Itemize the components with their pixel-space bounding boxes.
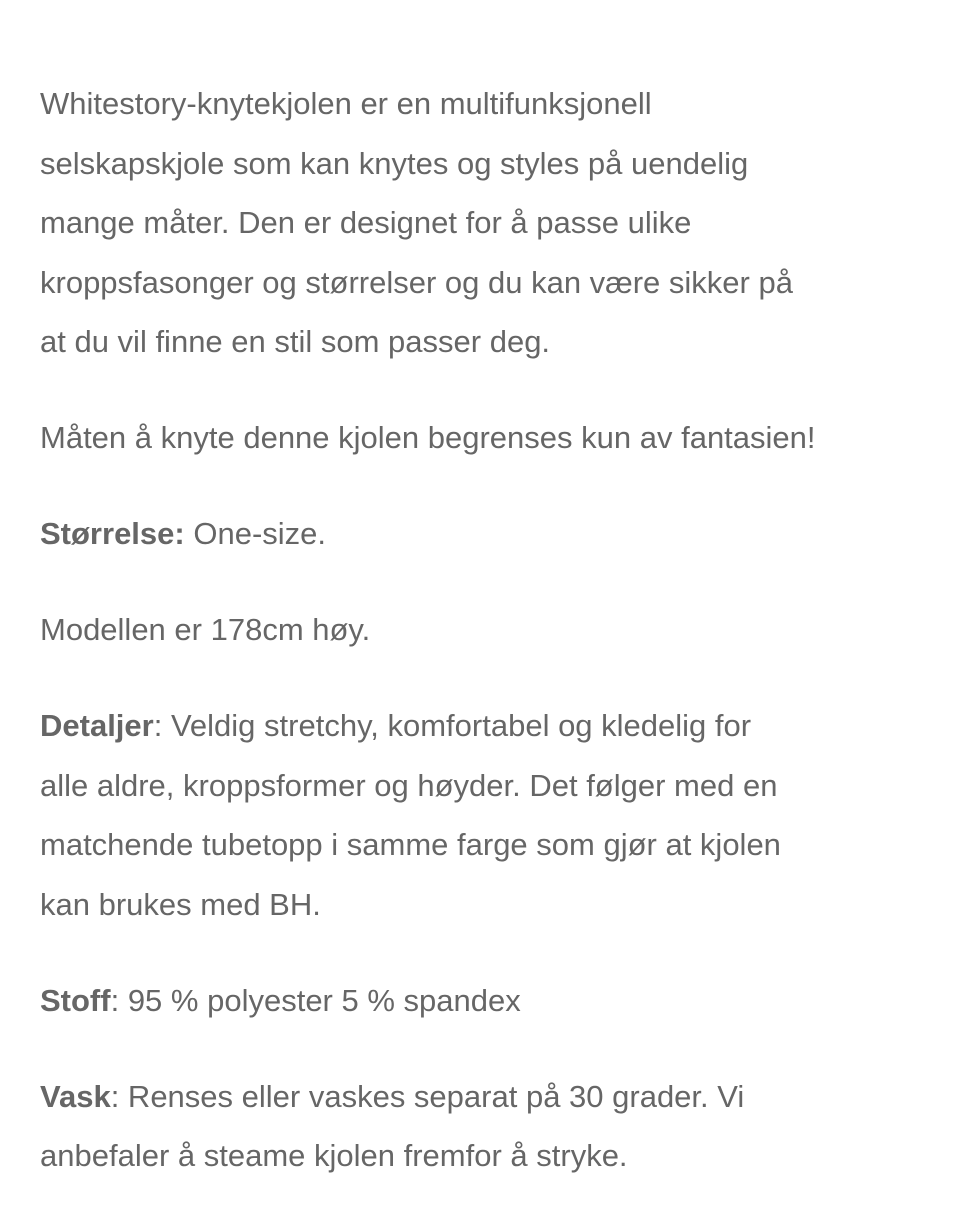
details-line — [40, 696, 920, 756]
wash-paragraph — [40, 1067, 920, 1186]
wash-line — [40, 1067, 920, 1127]
fabric-paragraph — [40, 971, 920, 1031]
text-line: kan brukes med BH. — [40, 886, 321, 922]
text-line: mange måter. Den er designet for å passe ulike — [40, 205, 692, 240]
fabric-label: Stoff — [40, 982, 111, 1018]
text-line: alle aldre, kroppsformer og høyder. Det følger med en — [40, 767, 778, 803]
fabric-line — [40, 971, 920, 1031]
wash-text: : Renses eller vaskes separat på 30 grader. Vi — [110, 1078, 745, 1114]
text-line: kroppsfasonger og størrelser og du kan være sikker på — [40, 264, 793, 300]
text-line: matchende tubetopp i samme farge som gjør at kjolen — [40, 827, 781, 862]
tagline-paragraph — [40, 408, 920, 468]
size-line — [40, 504, 920, 564]
size-paragraph — [40, 504, 920, 564]
details-label: Detaljer — [40, 708, 154, 743]
intro-paragraph — [40, 74, 920, 372]
size-value: One-size. — [184, 516, 327, 551]
text-line: at du vil finne en stil som passer deg. — [40, 324, 551, 359]
text-line: anbefaler å steame kjolen fremfor å stryke. — [40, 1138, 628, 1173]
tagline: Måten å knyte denne kjolen begrenses kun av fantasien! — [40, 420, 816, 455]
model-height: Modellen er 178cm høy. — [40, 612, 371, 647]
wash-label: Vask — [40, 1078, 111, 1114]
text-line: Whitestory-knytekjolen er en multifunksjonell — [40, 86, 652, 121]
details-text: : Veldig stretchy, komfortabel og kledelig for — [153, 708, 752, 743]
model-paragraph — [40, 600, 920, 660]
text-line: selskapskjole som kan knytes og styles på uendelig — [40, 145, 749, 181]
fabric-value: : 95 % polyester 5 % spandex — [110, 982, 521, 1018]
size-label: Størrelse: — [40, 516, 185, 551]
details-paragraph — [40, 696, 920, 934]
